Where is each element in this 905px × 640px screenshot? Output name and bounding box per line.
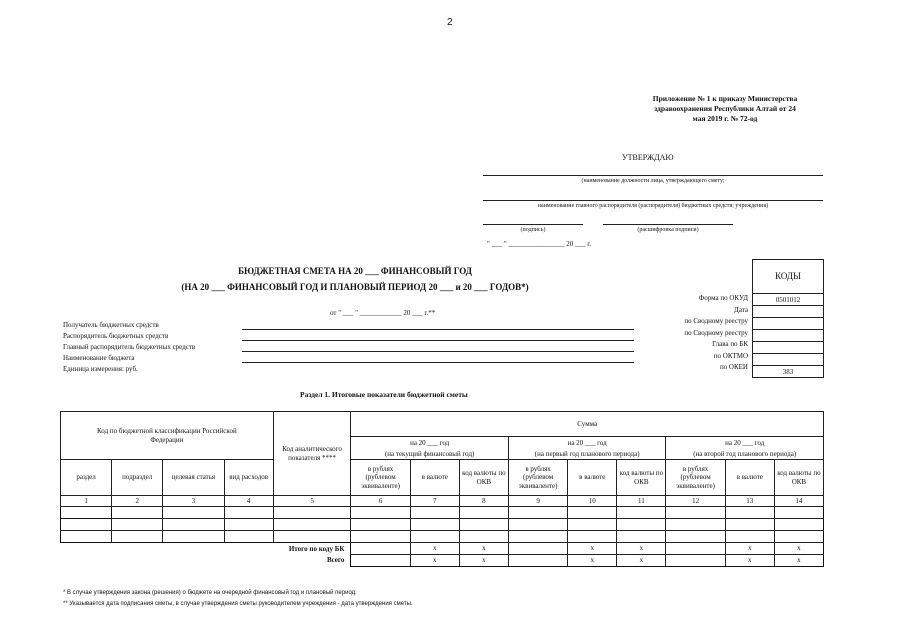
codes-header: КОДЫ — [752, 259, 824, 294]
col-number: 12 — [666, 496, 725, 507]
decode-caption: (расшифровка подписи) — [637, 227, 699, 233]
x-mark: x — [568, 543, 617, 555]
col-number: 7 — [410, 496, 459, 507]
code-label: по Сводному реестру — [684, 317, 748, 325]
x-mark: x — [725, 543, 774, 555]
total-label: Всего — [326, 556, 345, 565]
codes-table — [752, 293, 824, 378]
approve-position-caption: (наименование должности лица, утверждающего смету; — [581, 178, 725, 184]
x-mark: x — [410, 555, 459, 567]
x-mark: x — [568, 555, 617, 567]
budget-table — [60, 411, 824, 567]
section-title: Раздел 1. Итоговые показатели бюджетной сметы — [300, 390, 468, 399]
sub-col: код валюты по ОКВ — [459, 460, 508, 496]
x-mark: x — [459, 543, 508, 555]
code-value — [753, 306, 824, 318]
sub-col: в валюте — [410, 460, 459, 496]
col-number: 14 — [774, 496, 823, 507]
col-number: 13 — [725, 496, 774, 507]
field-label: Получатель бюджетных средств — [63, 321, 159, 329]
code-label: Глава по БК — [712, 340, 748, 348]
col-number: 11 — [617, 496, 666, 507]
appendix-line: Приложение № 1 к приказу Министерства — [652, 94, 798, 103]
sub-col: код валюты по ОКВ — [617, 460, 666, 496]
x-mark: x — [725, 555, 774, 567]
sub-col: в рублях (рублевом эквиваленте) — [351, 460, 410, 496]
year-header: на 20 ___ год — [508, 437, 666, 449]
year-header: на 20 ___ год — [666, 437, 824, 449]
year-header: на 20 ___ год — [351, 437, 509, 449]
sub-col: в рублях (рублевом эквиваленте) — [666, 460, 725, 496]
kbk-col: вид расходов — [224, 460, 273, 496]
column-numbers-row — [61, 496, 824, 507]
footnote: * В случае утверждения закона (решения) о бюджете на очередной финансовый год и плановый период. — [63, 590, 357, 596]
code-label: по Сводному реестру — [684, 328, 748, 337]
x-mark: x — [774, 555, 823, 567]
sign-caption: (подпись) — [520, 227, 546, 233]
footnote: ** Указывается дата подписания сметы, в случае утверждения сметы руководителем учреждения - дата утверждения сметы. — [63, 601, 413, 607]
col-number: 9 — [508, 496, 567, 507]
document-date: от " ___ " ____________ 20 ___ г.** — [330, 309, 436, 317]
col-number: 5 — [273, 496, 351, 507]
code-label: по ОКТМО — [713, 351, 748, 360]
code-value — [753, 330, 824, 342]
col-number: 1 — [61, 496, 112, 507]
x-mark: x — [617, 543, 666, 555]
approve-title: УТВЕРЖДАЮ — [622, 153, 674, 162]
approve-manager-caption: наименование главного распорядителя (распорядителя) бюджетных средств; учреждения) — [537, 203, 769, 209]
period-label: (на текущий финансовый год) — [351, 449, 509, 460]
appendix-line: здравоохранения Республики Алтай от 24 — [654, 104, 796, 113]
total-bk-row — [61, 543, 824, 555]
col-number: 6 — [351, 496, 410, 507]
sub-col: в валюте — [568, 460, 617, 496]
code-label: по ОКЕИ — [719, 363, 748, 371]
page-number: 2 — [447, 17, 453, 28]
table-row — [61, 519, 824, 531]
code-label: Форма по ОКУД — [698, 294, 748, 302]
code-value: 0501012 — [753, 294, 824, 306]
period-label: (на первый год планового периода) — [508, 449, 666, 460]
field-label: Наименование бюджета — [63, 354, 135, 362]
period-label: (на второй год планового периода) — [666, 449, 824, 460]
document-title: БЮДЖЕТНАЯ СМЕТА НА 20 ___ ФИНАНСОВЫЙ ГОД — [238, 266, 472, 276]
kbk-col: целевая статья — [163, 460, 224, 496]
document-subtitle: (НА 20 ___ ФИНАНСОВЫЙ ГОД И ПЛАНОВЫЙ ПЕРИОД 20 ___ и 20 ___ ГОДОВ*) — [181, 282, 529, 292]
col-number: 3 — [163, 496, 224, 507]
kbk-col: подраздел — [112, 460, 163, 496]
approve-date: " ___ " ________________ 20 ___ г. — [487, 240, 592, 248]
kbk-col: раздел — [61, 460, 112, 496]
table-row — [61, 507, 824, 519]
field-label: Распорядитель бюджетных средств — [63, 332, 169, 340]
code-value — [753, 354, 824, 366]
sub-col: в валюте — [725, 460, 774, 496]
field-label: Единица измерения: руб. — [63, 365, 138, 373]
table-row — [61, 531, 824, 543]
code-label: Дата — [734, 305, 748, 314]
total-bk-label: Итого по коду БК — [288, 544, 345, 553]
col-number: 8 — [459, 496, 508, 507]
kbk-header: Код по бюджетной классификации Российской Федерации — [61, 412, 274, 460]
sum-header: Сумма — [351, 412, 824, 437]
x-mark: x — [617, 555, 666, 567]
sub-col: код валюты по ОКВ — [774, 460, 823, 496]
total-row — [61, 555, 824, 567]
col-number: 10 — [568, 496, 617, 507]
x-mark: x — [774, 543, 823, 555]
field-label: Главный распорядитель бюджетных средств — [63, 343, 196, 351]
x-mark: x — [459, 555, 508, 567]
code-value — [753, 318, 824, 330]
sub-col: в рублях (рублевом эквиваленте) — [508, 460, 567, 496]
x-mark: x — [410, 543, 459, 555]
col-number: 4 — [224, 496, 273, 507]
col-number: 2 — [112, 496, 163, 507]
code-value: 383 — [753, 366, 824, 378]
codes-labels — [600, 293, 748, 374]
appendix-line: мая 2019 г. № 72-од — [692, 114, 758, 123]
code-value — [753, 342, 824, 354]
appendix-note — [620, 94, 830, 124]
analytic-header: Код аналитического показателя **** — [273, 412, 351, 496]
